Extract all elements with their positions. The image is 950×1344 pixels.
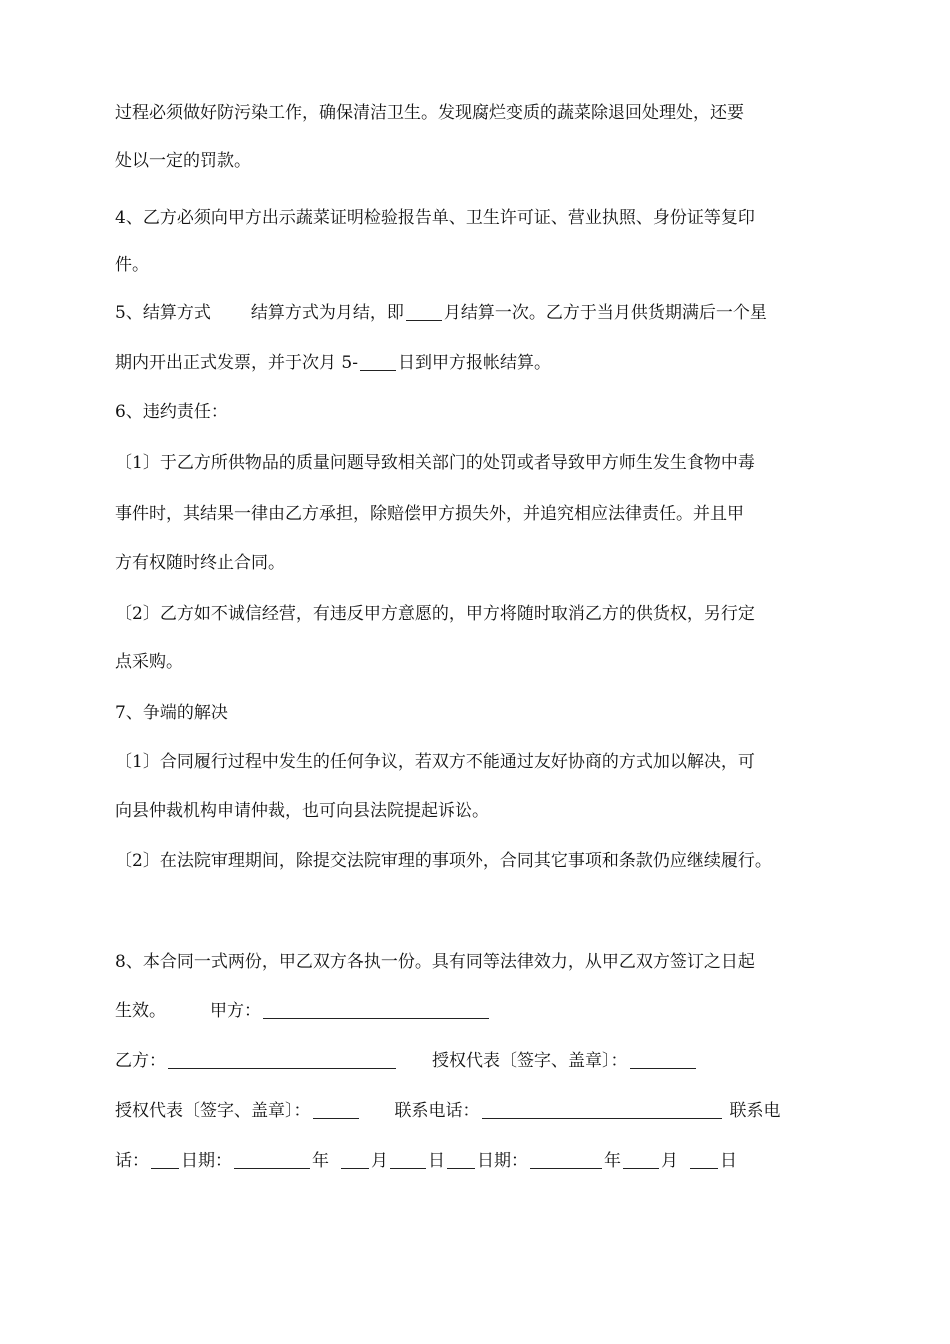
text-span: 件。 — [115, 255, 149, 275]
section-8-line-2 — [115, 1000, 855, 1022]
year-blank — [234, 1151, 310, 1169]
day-blank — [690, 1151, 718, 1169]
text-span: 方有权随时终止合同。 — [115, 553, 285, 573]
month-label: 月 — [661, 1151, 678, 1171]
year-label: 年 — [604, 1151, 621, 1171]
authorized-rep-blank — [313, 1101, 359, 1119]
authorized-rep-label: 授权代表〔签字、盖章〕： — [115, 1101, 311, 1121]
day-label: 日 — [428, 1151, 445, 1171]
paragraph-4-line-1 — [115, 207, 855, 229]
month-label: 月 — [371, 1151, 388, 1171]
day-blank — [390, 1151, 426, 1169]
clause-7-1-line-2 — [115, 800, 855, 822]
text-span: 点采购。 — [115, 652, 183, 672]
text-span: 事件时，其结果一律由乙方承担，除赔偿甲方损失外，并追究相应法律责任。并且甲 — [115, 504, 744, 524]
section-7-title — [115, 702, 855, 724]
phone-label-end: 话： — [115, 1151, 149, 1171]
party-a-blank — [263, 1001, 489, 1019]
text-span: 〔1〕于乙方所供物品的质量问题导致相关部门的处罚或者导致甲方师生发生食物中毒 — [115, 453, 755, 473]
section-8-line-1 — [115, 951, 855, 973]
text-span: 8、本合同一式两份，甲乙双方各执一份。具有同等法律效力，从甲乙双方签订之日起 — [115, 952, 755, 972]
text-span: 6、违约责任： — [115, 402, 228, 422]
day-label: 日 — [720, 1151, 737, 1171]
paragraph-5-line-1 — [115, 302, 855, 324]
text-span: 日到甲方报帐结算。 — [397, 353, 551, 373]
phone-blank — [151, 1151, 179, 1169]
text-span: 过程必须做好防污染工作，确保清洁卫生。发现腐烂变质的蔬菜除退回处理处，还要 — [115, 103, 744, 123]
clause-6-2-line-1 — [115, 603, 855, 625]
paragraph-3-line-1 — [115, 102, 855, 124]
month-blank — [406, 303, 442, 321]
phone-label: 联系电话： — [394, 1101, 480, 1121]
text-span: 向县仲裁机构申请仲裁，也可向县法院提起诉讼。 — [115, 801, 489, 821]
section-6-title — [115, 401, 855, 423]
text-span: 〔1〕合同履行过程中发生的任何争议，若双方不能通过友好协商的方式加以解决，可 — [115, 752, 755, 772]
date-label: 日期： — [477, 1151, 528, 1171]
text-span: 〔2〕乙方如不诚信经营，有违反甲方意愿的，甲方将随时取消乙方的供货权，另行定 — [115, 604, 755, 624]
phone-blank — [482, 1101, 722, 1119]
paragraph-5-line-2 — [115, 352, 855, 374]
settlement-heading: 5、结算方式 — [115, 303, 211, 323]
text-span: 7、争端的解决 — [115, 703, 228, 723]
clause-6-1-line-1 — [115, 452, 855, 474]
text-span: 月结算一次。乙方于当月供货期满后一个星 — [443, 303, 767, 323]
party-a-label: 甲方： — [210, 1001, 261, 1021]
party-b-blank — [168, 1051, 396, 1069]
clause-6-1-line-2 — [115, 503, 855, 525]
text-span: 4、乙方必须向甲方出示蔬菜证明检验报告单、卫生许可证、营业执照、身份证等复印 — [115, 208, 755, 228]
month-blank — [623, 1151, 659, 1169]
text-span: 〔2〕在法院审理期间，除提交法院审理的事项外，合同其它事项和条款仍应继续履行。 — [115, 851, 772, 871]
authorized-rep-label: 授权代表〔签字、盖章〕： — [432, 1051, 628, 1071]
authorized-rep-blank — [630, 1051, 696, 1069]
paragraph-4-line-2 — [115, 254, 855, 276]
paragraph-3-line-2 — [115, 150, 855, 172]
text-span: 结算方式为月结，即 — [250, 303, 404, 323]
day-blank — [447, 1151, 475, 1169]
month-blank — [341, 1151, 369, 1169]
clause-7-1-line-1 — [115, 751, 855, 773]
year-blank — [530, 1151, 602, 1169]
text-span: 处以一定的罚款。 — [115, 151, 251, 171]
signature-line-2 — [115, 1100, 855, 1122]
text-span: 生效。 — [115, 1001, 166, 1021]
date-label: 日期： — [181, 1151, 232, 1171]
text-span: 期内开出正式发票，并于次月 5- — [115, 353, 358, 373]
year-label: 年 — [312, 1151, 329, 1171]
phone-label-continued: 联系电 — [729, 1101, 781, 1121]
day-blank — [360, 353, 396, 371]
clause-6-2-line-2 — [115, 651, 855, 673]
signature-line-1 — [115, 1050, 855, 1072]
clause-6-1-line-3 — [115, 552, 855, 574]
signature-line-3 — [115, 1150, 855, 1172]
party-b-label: 乙方： — [115, 1051, 166, 1071]
clause-7-2-line-1 — [115, 850, 855, 872]
